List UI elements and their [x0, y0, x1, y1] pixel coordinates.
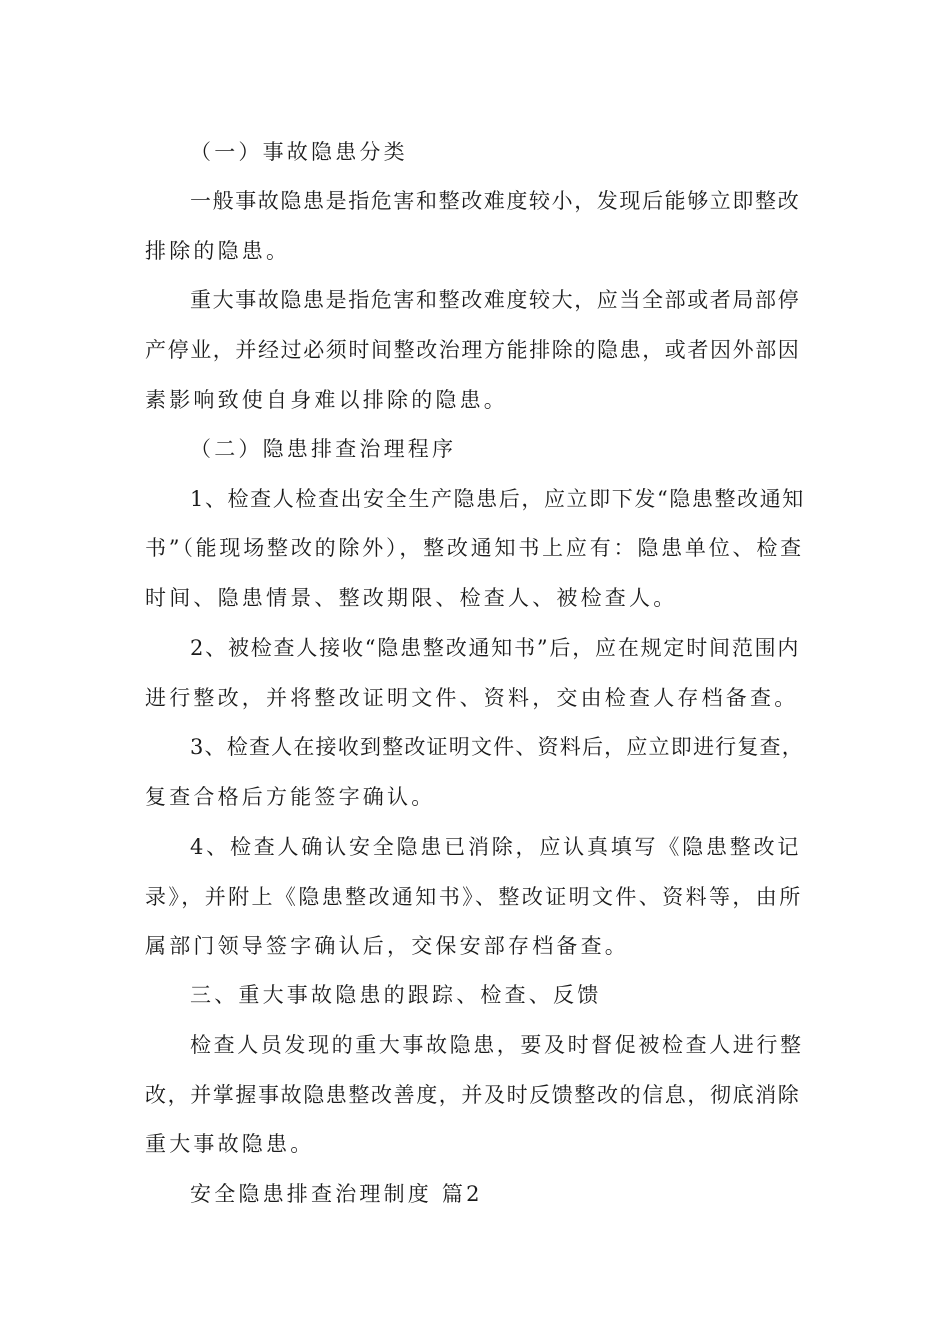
paragraph-line: 重大事故隐患。	[145, 1132, 315, 1156]
paragraph-line: 一般事故隐患是指危害和整改难度较小，发现后能够立即整改	[190, 189, 801, 213]
paragraph-line: 录》，并附上《隐患整改通知书》、整改证明文件、资料等，由所	[145, 885, 803, 909]
paragraph-line: 时间、隐患情景、整改期限、检查人、被检查人。	[145, 586, 678, 610]
paragraph-line: 排除的隐患。	[145, 239, 291, 263]
paragraph-line: 2、被检查人接收“隐患整改通知书”后，应在规定时间范围内	[190, 636, 801, 660]
paragraph-line: 3、检查人在接收到整改证明文件、资料后，应立即进行复查，	[190, 735, 804, 759]
section-heading-hazard-classification: （一）事故隐患分类	[190, 140, 408, 164]
paragraph-line: 检查人员发现的重大事故隐患，要及时督促被检查人进行整	[190, 1033, 804, 1057]
paragraph-line: 书”（能现场整改的除外），整改通知书上应有：隐患单位、检查	[145, 536, 804, 560]
paragraph-line: 产停业，并经过必须时间整改治理方能排除的隐患，或者因外部因	[145, 338, 801, 362]
document-title: 安全隐患排查治理制度 篇2	[190, 1182, 483, 1206]
paragraph-line: 4、检查人确认安全隐患已消除，应认真填写《隐患整改记	[190, 835, 802, 859]
section-heading-procedure: （二）隐患排查治理程序	[190, 437, 457, 461]
paragraph-line: 属部门领导签字确认后，交保安部存档备查。	[145, 934, 629, 958]
paragraph-line: 复查合格后方能签字确认。	[145, 785, 436, 809]
paragraph-line: 素影响致使自身难以排除的隐患。	[145, 388, 508, 412]
paragraph-line: 1、检查人检查出安全生产隐患后，应立即下发“隐患整改通知	[190, 487, 805, 511]
paragraph-line: 重大事故隐患是指危害和整改难度较大，应当全部或者局部停	[190, 288, 801, 312]
paragraph-line: 改，并掌握事故隐患整改善度，并及时反馈整改的信息，彻底消除	[145, 1083, 801, 1107]
paragraph-line: 进行整改，并将整改证明文件、资料，交由检查人存档备查。	[145, 686, 799, 710]
section-heading-tracking: 三、重大事故隐患的跟踪、检查、反馈	[190, 983, 602, 1007]
